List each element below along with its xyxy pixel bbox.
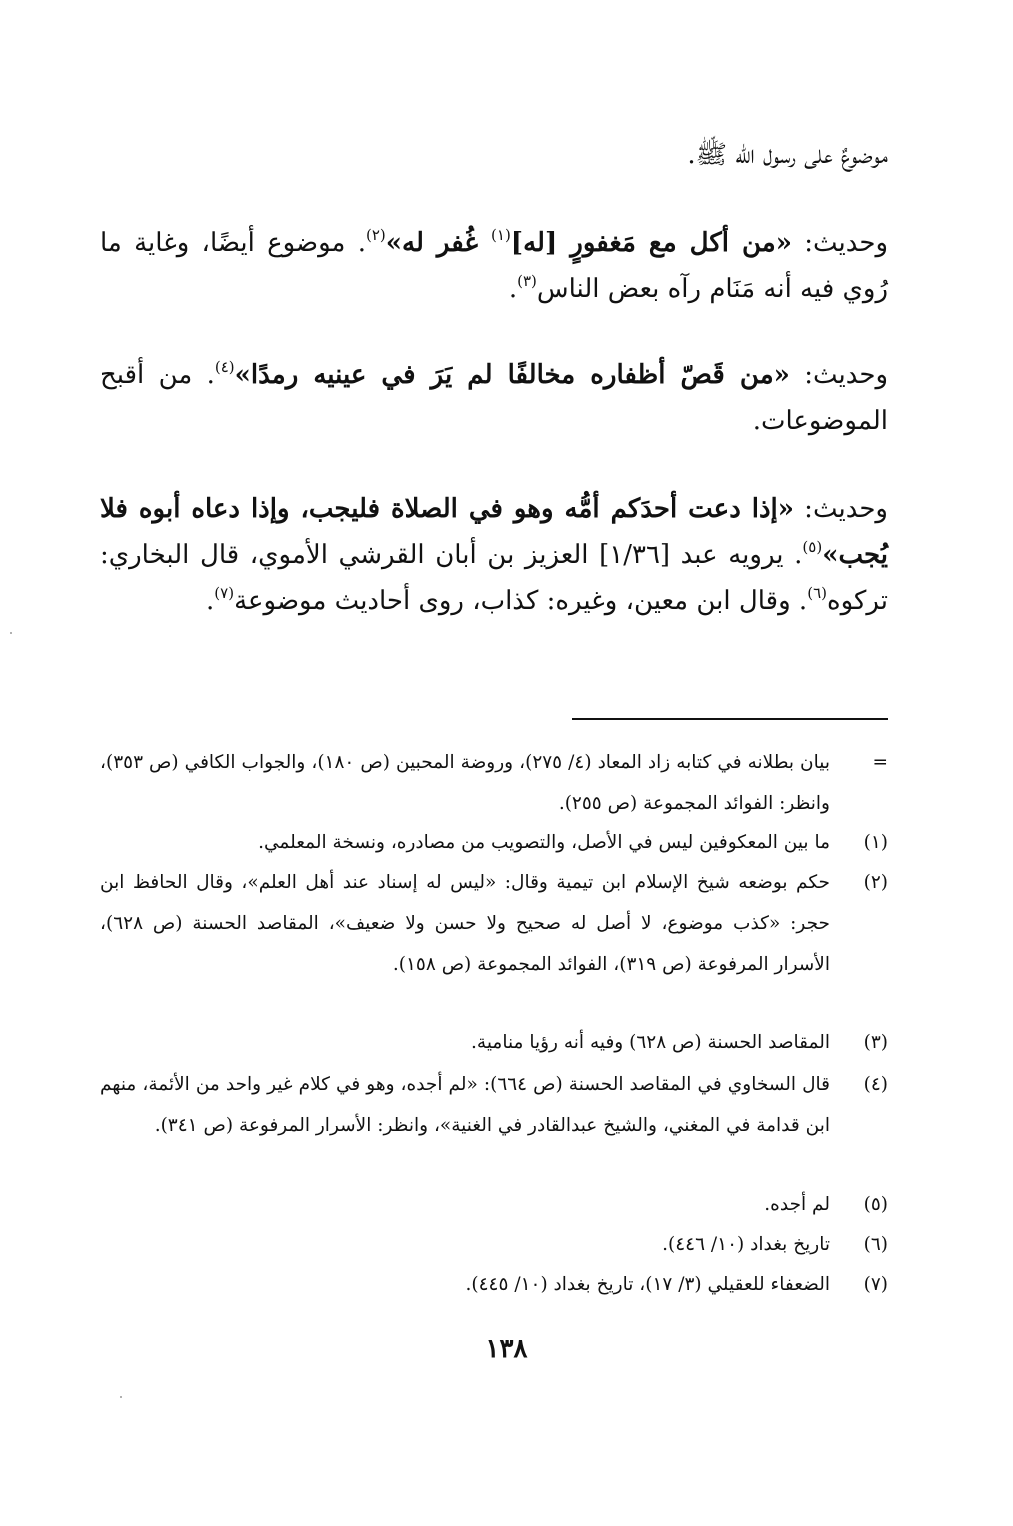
- scan-speck: [120, 1396, 122, 1398]
- hadith-quote: «من قَصّ أظفاره مخالفًا لم يَرَ في عينيه رمدًا»: [234, 360, 790, 390]
- footnote-ref-7: (٧): [214, 584, 235, 602]
- commentary-text-cont: . وقال ابن معين، وغيره: كذاب، روى أحاديث موضوعة: [234, 586, 808, 616]
- footnote-ref-5: (٥): [802, 538, 823, 556]
- sentence-end: .: [206, 586, 215, 616]
- footnote-number: (٧): [863, 1274, 888, 1295]
- footnote-separator: [572, 718, 888, 720]
- footnote-number: (٥): [863, 1194, 888, 1215]
- footnote-ref-4: (٤): [214, 358, 235, 376]
- footnote-text: قال السخاوي في المقاصد الحسنة (ص ٦٦٤): «لم أجده، وهو في كلام غير واحد من الأئمة، منهم ابن قدامة في المغني، والشيخ عبدالقادر في الغنية»، وانظر: الأسرار المرفوعة (ص ٣٤١).: [100, 1074, 831, 1136]
- footnote-text: لم أجده.: [764, 1194, 830, 1215]
- hadith-quote-cont: غُفر له»: [385, 228, 492, 258]
- paragraph-4: [100, 486, 888, 624]
- hadith-quote: «إذا دعت أحدَكم أمُّه وهو في الصلاة فليجب، وإذا دعاه أبوه فلا يُجب»: [100, 494, 888, 570]
- footnote-number: (١): [863, 832, 888, 853]
- paragraph-1: [100, 132, 888, 178]
- paragraph-4-text: [100, 486, 888, 624]
- footnote-6: [100, 1224, 888, 1265]
- paragraph-3-text: [100, 352, 888, 444]
- page-number: ١٣٨: [485, 1334, 528, 1364]
- hadith-lead: وحديث:: [794, 494, 888, 524]
- footnote-number: (٤): [863, 1074, 888, 1095]
- paragraph-3: [100, 352, 888, 444]
- footnote-ref-2: (٢): [365, 226, 386, 244]
- scan-speck: [10, 632, 12, 634]
- hadith-lead: وحديث:: [791, 228, 888, 258]
- commentary-text: . من أقبح الموضوعات.: [100, 360, 888, 436]
- paragraph-2-text: [100, 220, 888, 312]
- footnote-3: [100, 1022, 888, 1063]
- hadith-lead: وحديث:: [789, 360, 889, 390]
- footnote-text: المقاصد الحسنة (ص ٦٢٨) وفيه أنه رؤيا منامية.: [471, 1032, 830, 1053]
- footnote-1: [100, 822, 888, 863]
- footnote-ref-1: (١): [491, 226, 511, 244]
- footnote-number: (٢): [863, 872, 888, 893]
- footnote-ref-6: (٦): [807, 584, 827, 602]
- commentary-text: . موضوع أيضًا، وغاية ما رُوي فيه أنه مَنَام رآه بعض الناس: [100, 228, 888, 304]
- footnote-text: حكم بوضعه شيخ الإسلام ابن تيمية وقال: «ليس له إسناد عند أهل العلم»، وقال الحافظ ابن حجر: «كذب موضوع، لا أصل له صحيح ولا حسن ولا ضعيف»، المقاصد الحسنة (ص ٦٢٨)، الأسرار المرفوعة (ص ٣١٩)، الفوائد المجموعة (ص ١٥٨).: [100, 872, 830, 975]
- footnote-text: الضعفاء للعقيلي (٣/ ١٧)، تاريخ بغداد (١٠/ ٤٤٥).: [465, 1274, 830, 1295]
- footnote-text: ما بين المعكوفين ليس في الأصل، والتصويب من مصادره، ونسخة المعلمي.: [258, 832, 830, 853]
- footnote-5: [100, 1184, 888, 1225]
- footnote-number: (٦): [863, 1234, 888, 1255]
- hadith-quote: «من أكل مع مَغفورٍ [له]: [510, 228, 792, 258]
- continuation-marker: =: [872, 752, 888, 773]
- footnote-continuation: [100, 742, 888, 824]
- footnote-text: تاريخ بغداد (١٠/ ٤٤٦).: [662, 1234, 830, 1255]
- footnote-4: [100, 1064, 888, 1146]
- footnote-2: [100, 862, 888, 985]
- footnote-7: [100, 1264, 888, 1305]
- paragraph-2: [100, 220, 888, 312]
- footnote-ref-3: (٣): [517, 272, 537, 290]
- footnote-continuation-text: بيان بطلانه في كتابه زاد المعاد (٤/ ٢٧٥)، وروضة المحبين (ص ١٨٠)، والجواب الكافي (ص ٣٥٣)، وانظر: الفوائد المجموعة (ص ٢٥٥).: [100, 752, 831, 814]
- sentence-end: .: [508, 274, 518, 304]
- footnote-number: (٣): [863, 1032, 888, 1053]
- paragraph-1-text: موضوعٌ على رسول الله ﷺ.: [687, 140, 888, 170]
- commentary-text: . يرويه عبد [١/٣٦] العزيز بن أبان القرشي الأموي، قال البخاري: تركوه: [100, 540, 888, 616]
